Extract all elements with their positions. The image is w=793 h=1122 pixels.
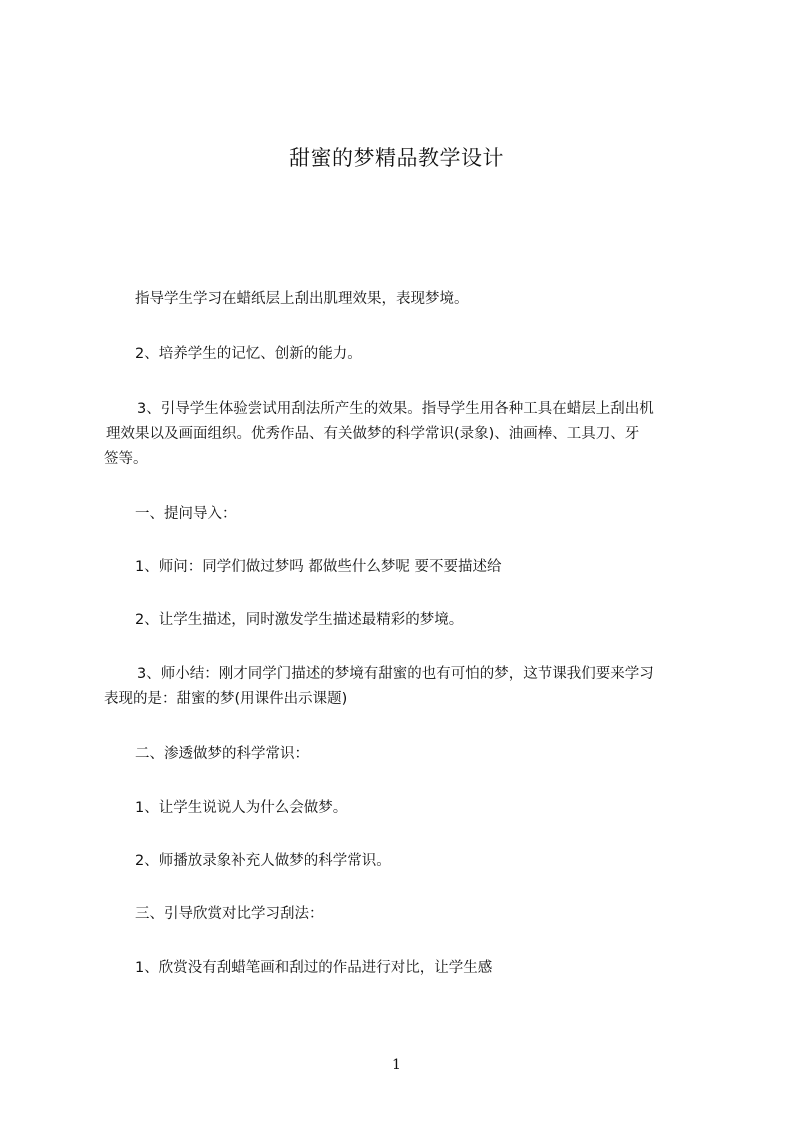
paragraph-objective-1	[104, 287, 716, 312]
paragraph-line: 三、引导欣赏对比学习刮法：	[135, 906, 324, 922]
paragraph-line: 理效果以及画面组织。优秀作品、有关做梦的科学常识(录象)、油画棒、工具刀、牙	[106, 426, 640, 442]
section-heading-3	[104, 902, 716, 927]
paragraph-line: 签等。	[104, 451, 148, 467]
paragraph-step-1-3	[104, 662, 716, 712]
paragraph-line: 3、师小结：刚才同学门描述的梦境有甜蜜的也有可怕的梦，这节课我们要来学习	[137, 666, 654, 682]
paragraph-line: 2、师播放录象补充人做梦的科学常识。	[135, 853, 391, 869]
paragraph-objective-3	[104, 397, 716, 472]
paragraph-line: 1、让学生说说人为什么会做梦。	[135, 800, 348, 816]
paragraph-step-3-1	[104, 956, 716, 981]
paragraph-line: 表现的是：甜蜜的梦(用课件出示课题)	[104, 691, 348, 707]
paragraph-step-2-2	[104, 849, 716, 874]
paragraph-line: 二、渗透做梦的科学常识：	[135, 746, 309, 762]
paragraph-line: 2、让学生描述，同时激发学生描述最精彩的梦境。	[135, 612, 464, 628]
document-title: 甜蜜的梦精品教学设计	[289, 146, 504, 170]
paragraph-line: 2、培养学生的记忆、创新的能力。	[135, 346, 362, 362]
paragraph-line: 1、欣赏没有刮蜡笔画和刮过的作品进行对比，让学生感	[135, 960, 493, 976]
paragraph-line: 指导学生学习在蜡纸层上刮出肌理效果，表现梦境。	[135, 291, 469, 307]
paragraph-line: 3、引导学生体验尝试用刮法所产生的效果。指导学生用各种工具在蜡层上刮出机	[137, 401, 654, 417]
section-heading-1	[104, 502, 716, 527]
paragraph-line: 1、师问：同学们做过梦吗 都做些什么梦呢 要不要描述给	[135, 559, 502, 575]
section-heading-2	[104, 742, 716, 767]
paragraph-step-1-2	[104, 608, 716, 633]
paragraph-step-2-1	[104, 796, 716, 821]
paragraph-line: 一、提问导入：	[135, 506, 237, 522]
paragraph-step-1-1	[104, 555, 716, 580]
paragraph-objective-2	[104, 342, 716, 367]
page-number: 1	[392, 1057, 401, 1073]
